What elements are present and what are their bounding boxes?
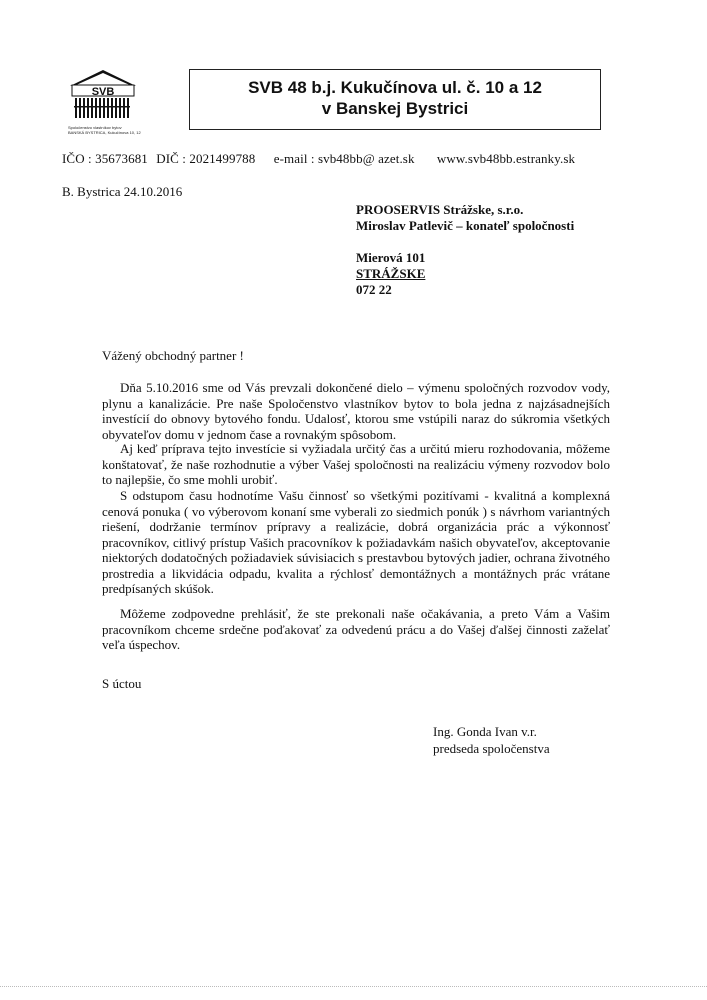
contact-line	[62, 151, 580, 167]
recipient-person: Miroslav Patlevič – konateľ spoločnosti	[356, 218, 575, 233]
title-line-1: SVB 48 b.j. Kukučínova ul. č. 10 a 12	[248, 78, 542, 97]
title-line-2: v Banskej Bystrici	[321, 99, 469, 118]
recipient-company: PROOSERVIS Strážske, s.r.o.	[356, 202, 524, 217]
paragraph-3: S odstupom času hodnotíme Vašu činnosť so všetkými pozitívami - kvalitná a komplexná cenová ponuka ( vo výberovom konaní sme vyberali zo siedmich ponúk ) s návrhom variantných riešení, dodržanie termínov prípravy a realizácie, dobrá organizácia prác a výkonnosť pracovníkov, citlivý prístup Vašich pracovníkov k požiadavkám našich obyvateľov, akceptovanie niektorých dodatočných požiadaviek súvisiacich s prestavbou bytových jadier, ochrana životného prostredia a likvidácia odpadu, kvalita a rýchlosť demontážnych a montážnych prác vrátane predpísaných skúšok.	[102, 488, 610, 596]
email-address: e-mail : svb48bb@ azet.sk	[273, 151, 415, 166]
paragraph-1: Dňa 5.10.2016 sme od Vás prevzali dokončené dielo – výmenu spoločných rozvodov vody, plynu a kanalizácie. Pre naše Spoločenstvo vlastníkov bytov to bola jedna z najzásadnejších investícií do obnovy bytového fondu. Udalosť, ktorou sme vstúpili naraz do súkromia všetkých obyvateľov domu v jednom čase a rovnakým spôsobom.	[102, 380, 610, 442]
recipient-address	[356, 202, 574, 298]
recipient-street: Mierová 101	[356, 250, 426, 265]
letterhead-title	[189, 69, 601, 130]
paragraph-4: Môžeme zodpovedne prehlásiť, že ste prekonali naše očakávania, a preto Vám a Vašim pracovníkom chceme srdečne poďakovať za odvedenú prácu a do Vašej ďalšej činnosti zaželať veľa úspechov.	[102, 606, 610, 652]
bottom-edge-divider	[0, 986, 707, 987]
salutation: Vážený obchodný partner !	[102, 348, 244, 363]
letter-date: B. Bystrica 24.10.2016	[62, 184, 183, 199]
paragraph-2: Aj keď príprava tejto investície si vyžiadala určitý čas a určitú mieru rozhodovania, môžeme konštatovať, že naše rozhodnutie a výber Vašej spoločnosti na realizáciu výmeny rozvodov bolo to najlepšie, čo sme mohli urobiť.	[102, 441, 610, 487]
svb-logo	[62, 66, 144, 134]
logo-subtitle: Spoločenstvo vlastníkov bytov BANSKÁ BYSTRICA, Kukučínova 10, 12	[68, 125, 141, 135]
ico-number: IČO : 35673681	[62, 151, 148, 166]
dic-number: DIČ : 2021499788	[156, 151, 256, 166]
signatory-name: Ing. Gonda Ivan v.r.	[433, 724, 537, 739]
website-address: www.svb48bb.estranky.sk	[436, 151, 576, 166]
signatory-role: predseda spoločenstva	[433, 741, 550, 756]
signature-block	[433, 723, 550, 757]
recipient-city: STRÁŽSKE	[356, 266, 426, 281]
svg-text:SVB: SVB	[91, 86, 115, 98]
closing: S úctou	[102, 676, 142, 691]
house-logo-icon	[62, 66, 144, 126]
recipient-zip: 072 22	[356, 282, 392, 297]
